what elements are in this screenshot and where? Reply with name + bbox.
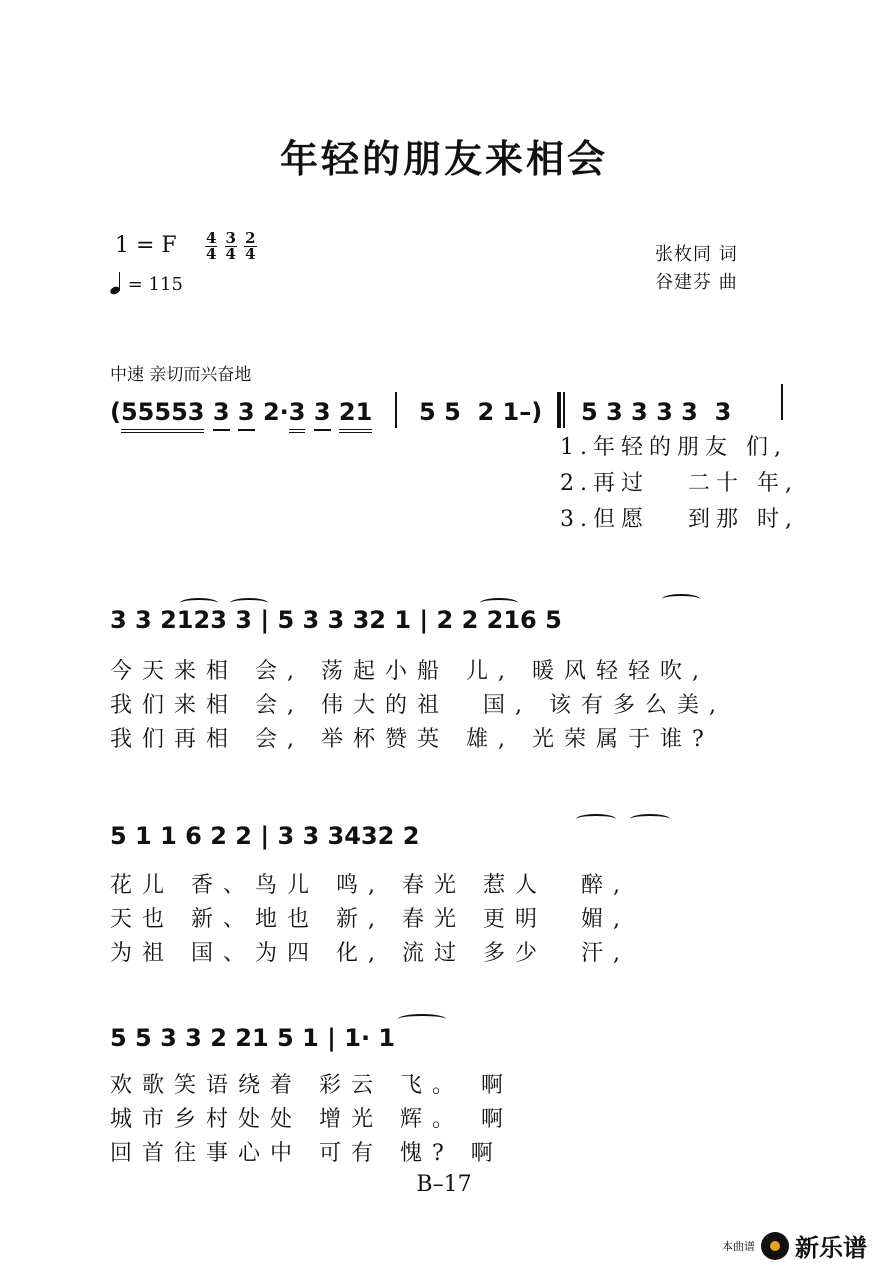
notation-row-3: 5 1 1 6 2 2 | 3 3 3432 2 — [110, 822, 420, 850]
notation-row-1: (55553 3 3 2·3 3 21 5 5 2 1–) 5 3 3 3 3 3 — [110, 392, 731, 434]
barline — [781, 384, 783, 420]
lyric-verse-1: 1.年轻的朋友 们, — [560, 435, 787, 460]
notation-row-2: 3 3 2123 3 | 5 3 3 32 1 | 2 2 216 5 — [110, 606, 562, 634]
note-group: 5 5 2 1–) — [419, 398, 543, 426]
lyric-verse-1: 欢歌笑语绕着 彩云 飞。 啊 — [110, 1073, 513, 1098]
lyric-verse-2: 我们来相 会, 伟大的祖 国, 该有多么美, — [110, 693, 726, 718]
note-group: 3 — [289, 398, 306, 433]
time-signatures — [205, 231, 259, 263]
song-title: 年轻的朋友来相会 — [279, 137, 608, 181]
note-group: 3 — [213, 398, 230, 431]
slur — [398, 1014, 446, 1024]
lyric-verse-3: 回首往事心中 可有 愧? 啊 — [110, 1141, 503, 1166]
tempo-marking — [110, 272, 183, 295]
time-signature: $\frac{3}{4}$ — [225, 229, 236, 263]
key-signature: 1 = F — [115, 233, 177, 258]
tempo-value: = 115 — [127, 274, 183, 295]
note-group: 55553 — [121, 398, 205, 433]
vinyl-disc-icon — [761, 1232, 789, 1260]
lyric-verse-3: 我们再相 会, 举杯赞英 雄, 光荣属于谁? — [110, 727, 714, 752]
lyric-verse-3: 为祖 国、为四 化, 流过 多少 汗, — [110, 941, 630, 966]
watermark-small-text: 本曲谱 — [722, 1239, 755, 1253]
lyric-verse-1: 今天来相 会, 荡起小船 儿, 暖风轻轻吹, — [110, 659, 709, 684]
lyric-verse-2: 2.再过 二十 年, — [560, 471, 798, 496]
watermark-brand: 新乐谱 — [795, 1234, 867, 1262]
time-signature: $\frac{2}{4}$ — [245, 229, 256, 263]
note-group: 21 — [339, 398, 372, 433]
slur — [630, 814, 670, 824]
barline — [395, 392, 397, 428]
note-group: 3 — [314, 398, 331, 431]
quarter-note-icon — [110, 272, 122, 294]
lyric-verse-2: 天也 新、地也 新, 春光 更明 媚, — [110, 907, 630, 932]
lyric-verse-3: 3.但愿 到那 时, — [560, 507, 798, 532]
notation-row-4: 5 5 3 3 2 21 5 1 | 1· 1 — [110, 1024, 396, 1052]
page-number: B–17 — [416, 1172, 472, 1197]
note-group: 2· — [262, 398, 289, 426]
note-group: 3 — [238, 398, 255, 431]
lyric-verse-2: 城市乡村处处 增光 辉。 啊 — [110, 1107, 513, 1132]
note-group: 5 3 3 3 3 3 — [580, 398, 732, 426]
time-signature: $\frac{4}{4}$ — [206, 229, 217, 263]
lyric-verse-1: 花儿 香、鸟儿 鸣, 春光 惹人 醉, — [110, 873, 630, 898]
repeat-sign — [557, 392, 567, 434]
slur — [662, 594, 700, 604]
watermark-logo — [722, 1228, 867, 1263]
lyricist: 张枚同 词 — [655, 244, 738, 265]
composer: 谷建芬 曲 — [655, 272, 738, 293]
slur — [576, 814, 616, 824]
expression-marking: 中速 亲切而兴奋地 — [110, 365, 252, 385]
